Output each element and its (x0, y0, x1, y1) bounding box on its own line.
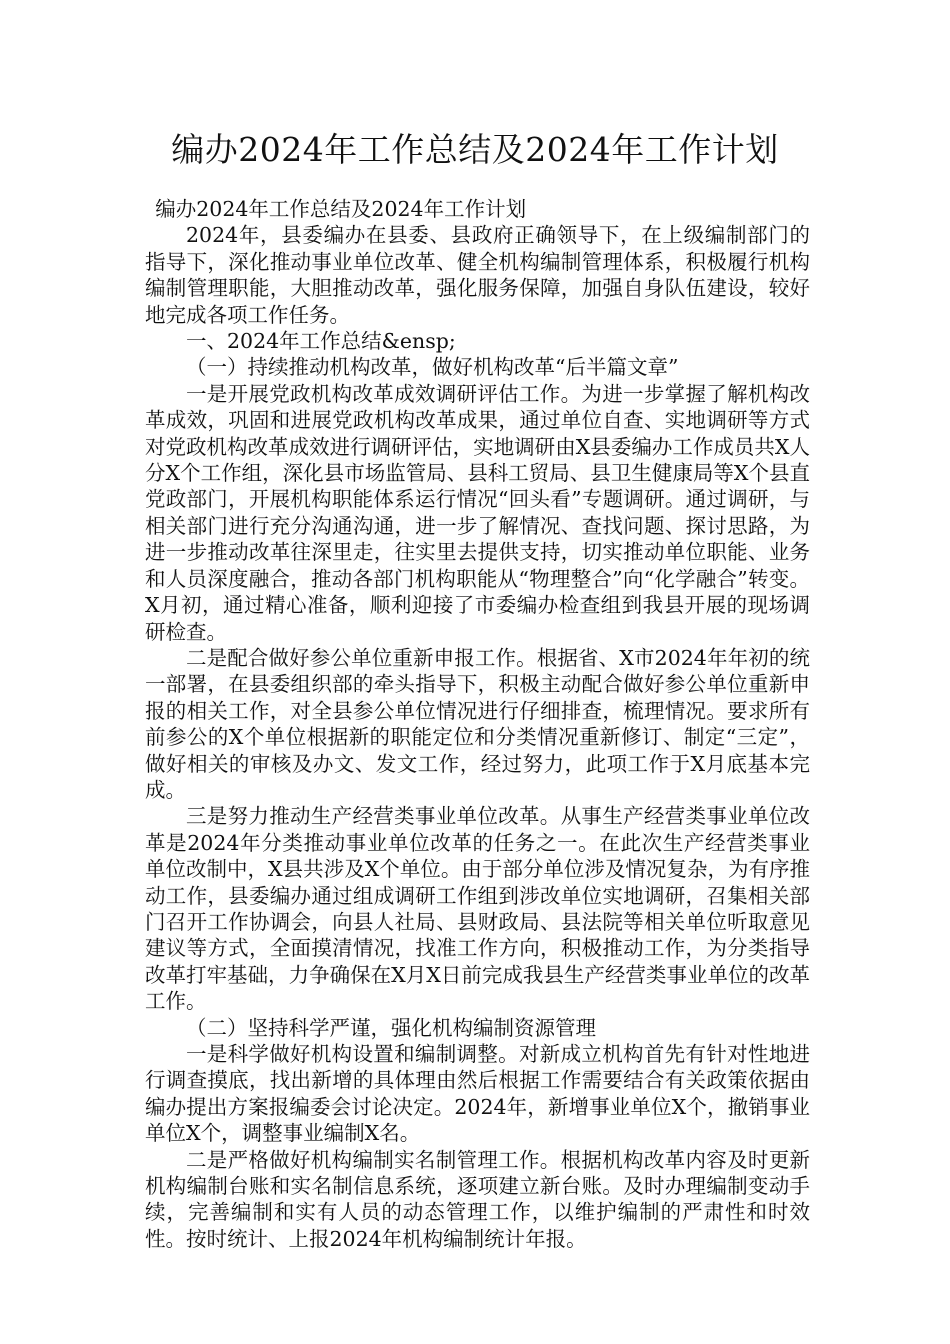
paragraph-item-1-3: 三是努力推动生产经营类事业单位改革。从事生产经营类事业单位改革是2024年分类推动事业单位改革的任务之一。在此次生产经营类事业单位改制中，X县共涉及X个单位。由于部分单位涉及情况复杂，为有序推动工作，县委编办通过组成调研工作组到涉改单位实地调研，召集相关部门召开工作协调会，向县人社局、县财政局、县法院等相关单位听取意见建议等方式，全面摸清情况，找准工作方向，积极推动工作，为分类指导改革打牢基础，力争确保在X月X日前完成我县生产经营类事业单位的改革工作。 (145, 804, 810, 1014)
document-body (145, 196, 810, 1252)
subsection-heading-1: （一）持续推动机构改革，做好机构改革“后半篇文章” (186, 355, 679, 380)
document-subtitle: 编办2024年工作总结及2024年工作计划 (155, 197, 527, 221)
paragraph-item-1-2: 二是配合做好参公单位重新申报工作。根据省、X市2024年年初的统一部署，在县委组织部的牵头指导下，积极主动配合做好参公单位重新申报的相关工作，对全县参公单位情况进行仔细排查，梳理情况。要求所有前参公的X个单位根据新的职能定位和分类情况重新修订、制定“三定”，做好相关的审核及办文、发文工作，经过努力，此项工作于X月底基本完成。 (145, 645, 810, 802)
paragraph-item-1-1: 一是开展党政机构改革成效调研评估工作。为进一步掌握了解机构改革成效，巩固和进展党政机构改革成果，通过单位自查、实地调研等方式对党政机构改革成效进行调研评估，实地调研由X县委编办工作成员共X人分X个工作组，深化县市场监管局、县科工贸局、县卫生健康局等X个县直党政部门，开展机构职能体系运行情况“回头看”专题调研。通过调研，与相关部门进行充分沟通沟通，进一步了解情况、查找问题、探讨思路，为进一步推动改革往深里走，往实里去提供支持，切实推动单位职能、业务和人员深度融合，推动各部门机构职能从“物理整合”向“化学融合”转变。X月初，通过精心准备，顺利迎接了市委编办检查组到我县开展的现场调研检查。 (145, 381, 810, 644)
document-title: 编办2024年工作总结及2024年工作计划 (171, 130, 779, 169)
paragraph-item-2-2: 二是严格做好机构编制实名制管理工作。根据机构改革内容及时更新机构编制台账和实名制信息系统，逐项建立新台账。及时办理编制变动手续，完善编制和实有人员的动态管理工作，以维护编制的严肃性和时效性。按时统计、上报2024年机构编制统计年报。 (145, 1147, 810, 1251)
paragraph-intro: 2024年，县委编办在县委、县政府正确领导下，在上级编制部门的指导下，深化推动事业单位改革、健全机构编制管理体系，积极履行机构编制管理职能，大胆推动改革，强化服务保障，加强自身队伍建设，较好地完成各项工作任务。 (145, 223, 810, 327)
section-heading-summary: 一、2024年工作总结&ensp; (186, 329, 456, 354)
paragraph-item-2-1: 一是科学做好机构设置和编制调整。对新成立机构首先有针对性地进行调查摸底，找出新增的具体理由然后根据工作需要结合有关政策依据由编办提出方案报编委会讨论决定。2024年，新增事业单位X个，撤销事业单位X个，调整事业编制X名。 (145, 1042, 810, 1146)
subsection-heading-2: （二）坚持科学严谨，强化机构编制资源管理 (186, 1015, 596, 1040)
